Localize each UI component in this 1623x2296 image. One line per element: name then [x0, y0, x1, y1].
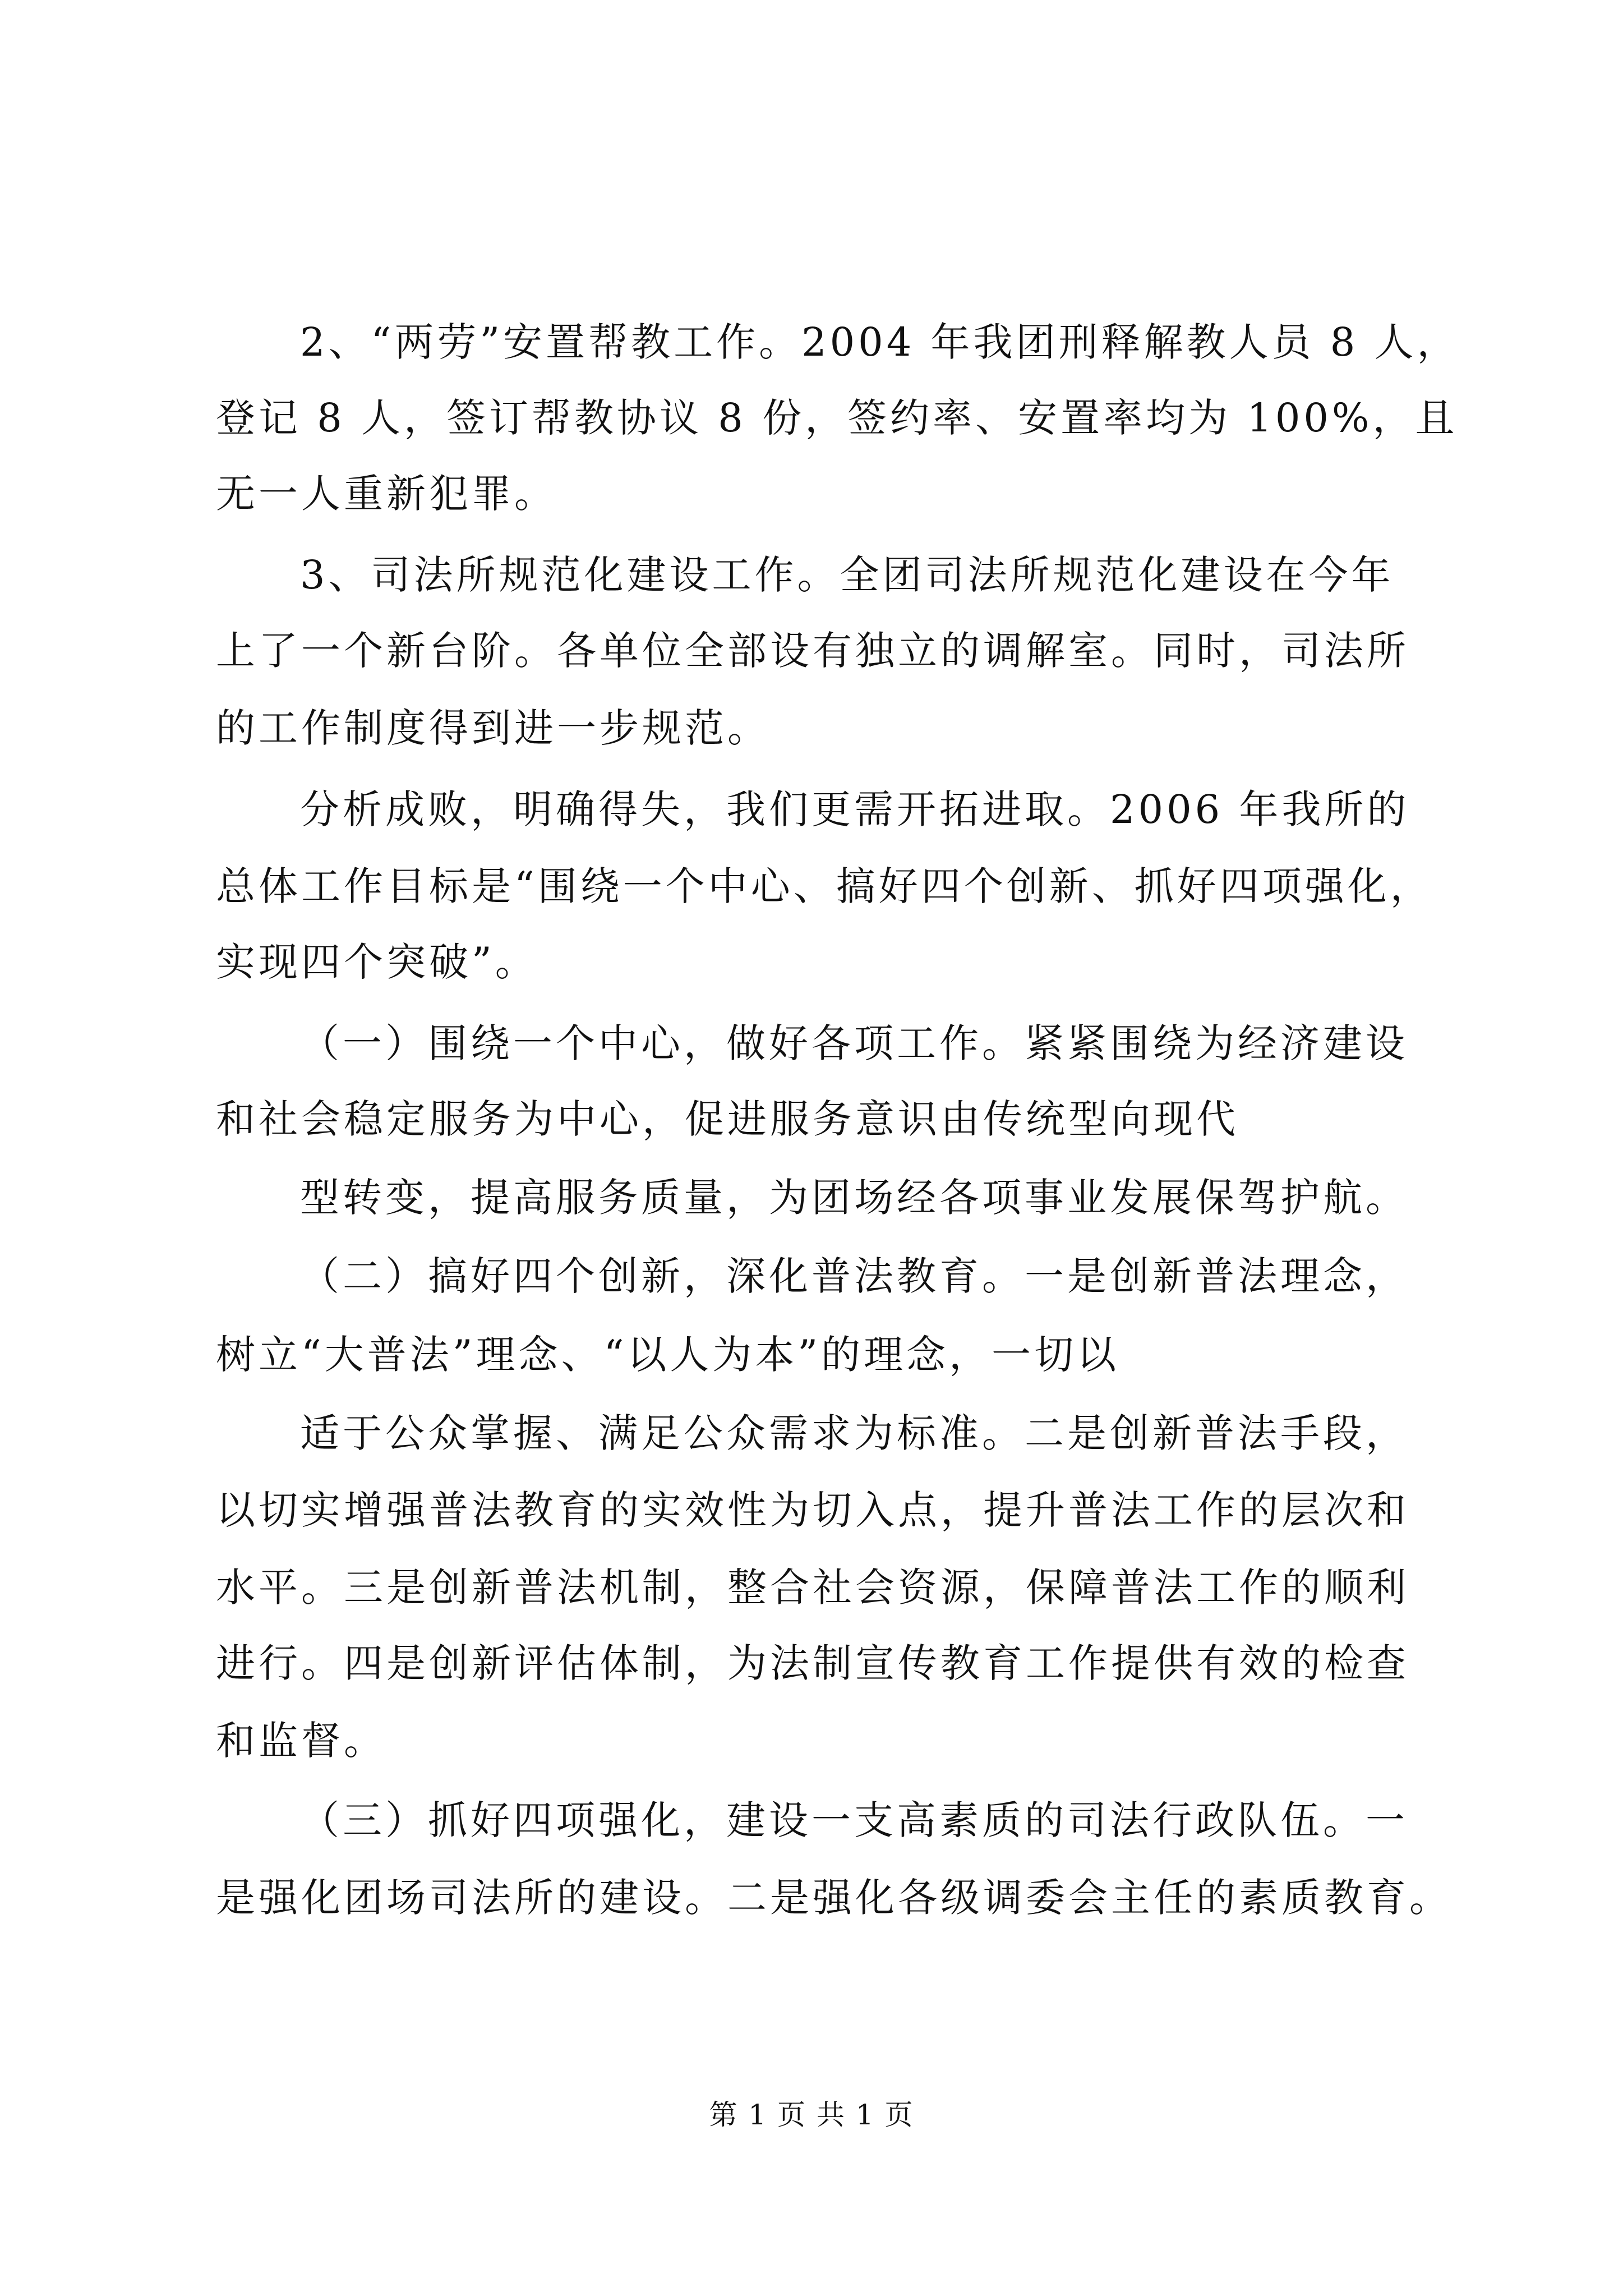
paragraph-line-11: 和社会稳定服务为中心，促进服务意识由传统型向现代 — [216, 1096, 1239, 1142]
paragraph-line-9: 实现四个突破”。 — [216, 939, 538, 985]
paragraph-line-7: 分析成败，明确得失，我们更需开拓进取。2006 年我所的 — [300, 786, 1410, 832]
paragraph-line-1: 2、“两劳”安置帮教工作。2004 年我团刑释解教人员 8 人， — [300, 319, 1460, 365]
paragraph-line-6: 的工作制度得到进一步规范。 — [216, 705, 770, 751]
paragraph-line-18: 进行。四是创新评估体制，为法制宣传教育工作提供有效的检查 — [216, 1640, 1409, 1686]
paragraph-line-14: 树立“大普法”理念、“以人为本”的理念，一切以 — [216, 1332, 1120, 1378]
paragraph-line-20: （三）抓好四项强化，建设一支高素质的司法行政队伍。一 — [300, 1797, 1408, 1843]
paragraph-line-12: 型转变，提高服务质量，为团场经各项事业发展保驾护航。 — [300, 1175, 1408, 1221]
page-footer: 第 1 页 共 1 页 — [709, 2099, 914, 2131]
paragraph-line-15: 适于公众掌握、满足公众需求为标准。二是创新普法手段， — [300, 1410, 1408, 1456]
paragraph-line-21: 是强化团场司法所的建设。二是强化各级调委会主任的素质教育。 — [216, 1875, 1452, 1921]
paragraph-line-5: 上了一个新台阶。各单位全部设有独立的调解室。同时，司法所 — [216, 628, 1409, 674]
paragraph-line-3: 无一人重新犯罪。 — [216, 471, 557, 517]
paragraph-line-16: 以切实增强普法教育的实效性为切入点，提升普法工作的层次和 — [216, 1487, 1409, 1533]
paragraph-line-19: 和监督。 — [216, 1718, 386, 1764]
paragraph-line-2: 登记 8 人，签订帮教协议 8 份，签约率、安置率均为 100%，且 — [216, 395, 1458, 441]
paragraph-line-4: 3、司法所规范化建设工作。全团司法所规范化建设在今年 — [300, 552, 1394, 598]
paragraph-line-8: 总体工作目标是“围绕一个中心、搞好四个创新、抓好四项强化， — [216, 863, 1433, 909]
paragraph-line-13: （二）搞好四个创新，深化普法教育。一是创新普法理念， — [300, 1253, 1408, 1299]
paragraph-line-17: 水平。三是创新普法机制，整合社会资源，保障普法工作的顺利 — [216, 1565, 1409, 1611]
paragraph-line-10: （一）围绕一个中心，做好各项工作。紧紧围绕为经济建设 — [300, 1020, 1408, 1066]
